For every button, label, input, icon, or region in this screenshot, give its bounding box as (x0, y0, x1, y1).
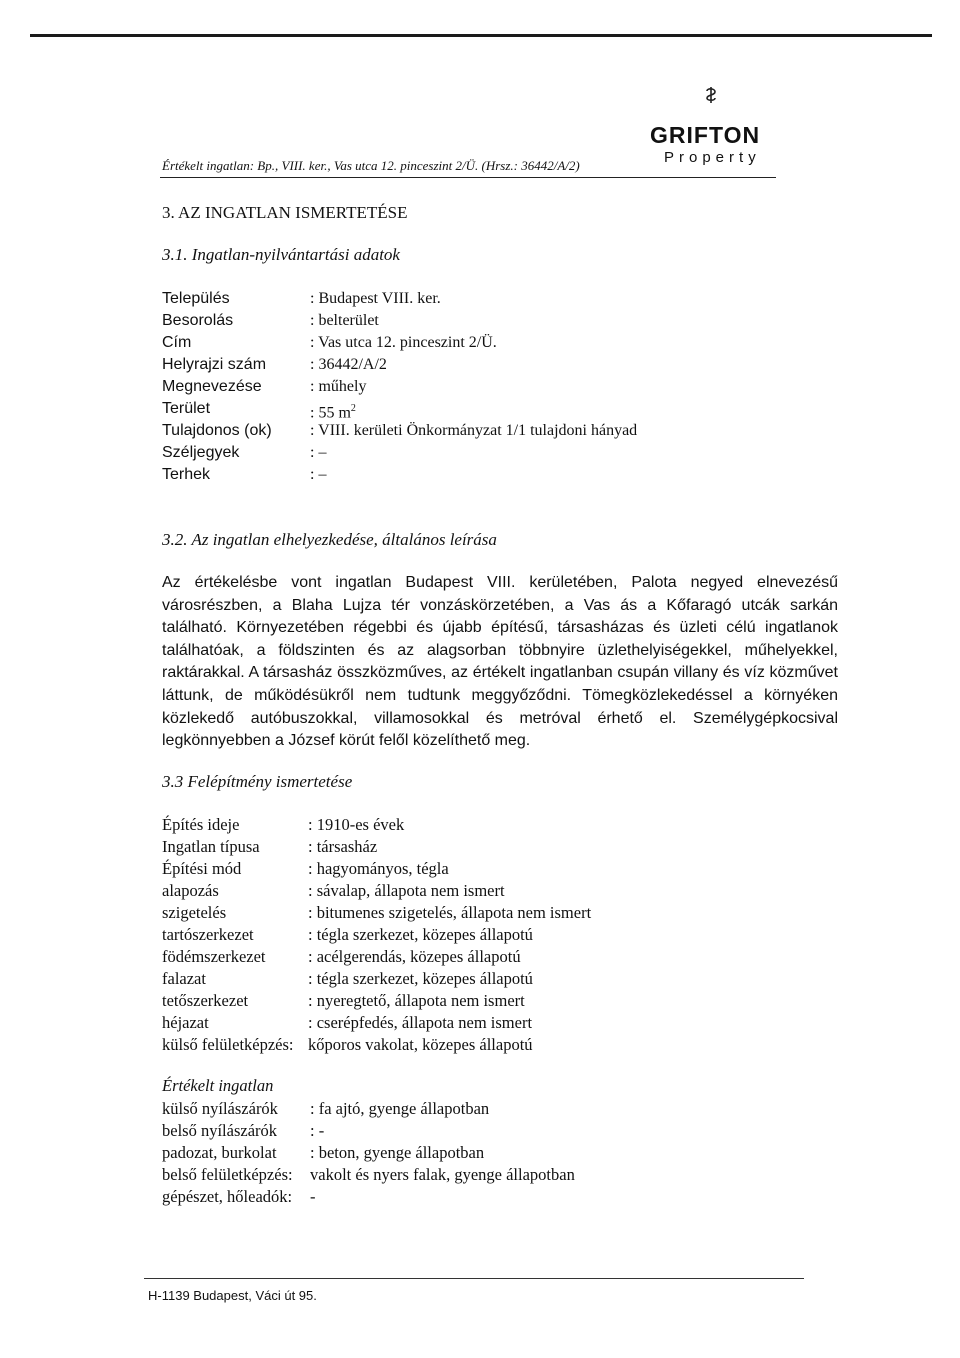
property-heading: Értékelt ingatlan (162, 1076, 274, 1095)
registry-label: Megnevezése (162, 378, 262, 395)
building-value: : hagyományos, tégla (308, 859, 449, 878)
building-value: : bitumenes szigetelés, állapota nem ismert (308, 903, 592, 922)
property-value: vakolt és nyers falak, gyenge állapotban (310, 1165, 575, 1184)
registry-value: : Budapest VIII. ker. (310, 290, 441, 307)
registry-heading: 3.1. Ingatlan-nyilvántartási adatok (162, 245, 400, 264)
registry-label: Település (162, 290, 230, 307)
building-value: : tégla szerkezet, közepes állapotú (308, 925, 533, 944)
property-value: : fa ajtó, gyenge állapotban (310, 1099, 490, 1118)
registry-label: Széljegyek (162, 444, 240, 461)
property-label: gépészet, hőleadók: (162, 1187, 293, 1206)
grifton-logo-icon (704, 86, 718, 108)
building-value: : 1910-es évek (308, 815, 405, 834)
building-value: : sávalap, állapota nem ismert (308, 881, 505, 900)
footer-address: H-1139 Budapest, Váci út 95. (148, 1288, 317, 1303)
registry-label: Cím (162, 334, 192, 351)
registry-value: : műhely (310, 378, 367, 395)
registry-label: Terhek (162, 466, 211, 483)
building-value: : társasház (308, 837, 378, 856)
logo-main: GRIFTON (650, 122, 761, 148)
location-heading: 3.2. Az ingatlan elhelyezkedése, általános leírása (162, 530, 497, 549)
property-label: padozat, burkolat (162, 1143, 277, 1162)
registry-label: Besorolás (162, 312, 234, 329)
location-text: Az értékelésbe vont ingatlan Budapest VIII. kerületében, Palota negyed elnevezésű városrészben, a Blaha Lujza tér vonzáskörzetében, a Vas ás a Kőfaragó utcák sarkán található. Környezetében régebbi és újabb építésű, társasházas és üzleti célú ingatlanok találhatóak, a földszinten és az alagsorban többnyire üzlethelyiségekkel, műhelyekkel, raktárakkal. A társasház összközműves, az értékelt ingatlanban csupán villany és víz közművet láttunk, de működésükről nem tudtunk meggyőződni. Tömegközlekedéssel a környéken közlekedő autóbuszokkal, villamosokkal és metróval érhető el. Személygépkocsival legkönnyebben a József körút felől közelíthető meg. (162, 574, 838, 750)
building-label: falazat (162, 969, 206, 988)
location-description (162, 572, 838, 753)
property-label: külső nyílászárók (162, 1099, 278, 1118)
section-title: 3. AZ INGATLAN ISMERTETÉSE (162, 203, 408, 222)
registry-label: Terület (162, 400, 211, 417)
building-heading: 3.3 Felépítmény ismertetése (162, 772, 353, 791)
header-reference: Értékelt ingatlan: Bp., VIII. ker., Vas utca 12. pinceszint 2/Ü. (Hrsz.: 36442/A/2) (162, 158, 580, 173)
registry-value: : Vas utca 12. pinceszint 2/Ü. (310, 334, 497, 351)
building-label: födémszerkezet (162, 947, 266, 966)
registry-value: : VIII. kerületi Önkormányzat 1/1 tulajdoni hányad (310, 422, 638, 439)
building-value: : nyeregtető, állapota nem ismert (308, 991, 525, 1010)
registry-value: : 36442/A/2 (310, 356, 387, 373)
registry-value: : 55 $m^2$ (310, 403, 356, 422)
building-label: alapozás (162, 881, 219, 900)
building-value: kőporos vakolat, közepes állapotú (308, 1035, 533, 1054)
building-label: külső felületképzés: (162, 1035, 294, 1054)
logo-sub: Property (664, 149, 761, 166)
property-label: belső felületképzés: (162, 1165, 293, 1184)
building-value: : tégla szerkezet, közepes állapotú (308, 969, 533, 988)
building-label: Építés ideje (162, 815, 240, 834)
registry-label: Helyrajzi szám (162, 356, 267, 373)
registry-value: : – (310, 466, 327, 483)
registry-value: : belterület (310, 312, 379, 329)
registry-value: : – (310, 444, 327, 461)
building-label: szigetelés (162, 903, 227, 922)
building-value: : cserépfedés, állapota nem ismert (308, 1013, 533, 1032)
top-rule (30, 34, 932, 37)
building-value: : acélgerendás, közepes állapotú (308, 947, 521, 966)
registry-label: Tulajdonos (ok) (162, 422, 272, 439)
building-label: tetőszerkezet (162, 991, 249, 1010)
header-rule (160, 177, 776, 178)
property-value: : beton, gyenge állapotban (310, 1143, 485, 1162)
building-label: Ingatlan típusa (162, 837, 260, 856)
property-value: : - (310, 1121, 325, 1140)
building-label: Építési mód (162, 859, 242, 878)
building-label: héjazat (162, 1013, 209, 1032)
building-label: tartószerkezet (162, 925, 254, 944)
footer-rule (144, 1278, 804, 1279)
property-label: belső nyílászárók (162, 1121, 278, 1140)
registry-value-sup: 2 (350, 403, 356, 414)
property-value: - (310, 1187, 316, 1206)
